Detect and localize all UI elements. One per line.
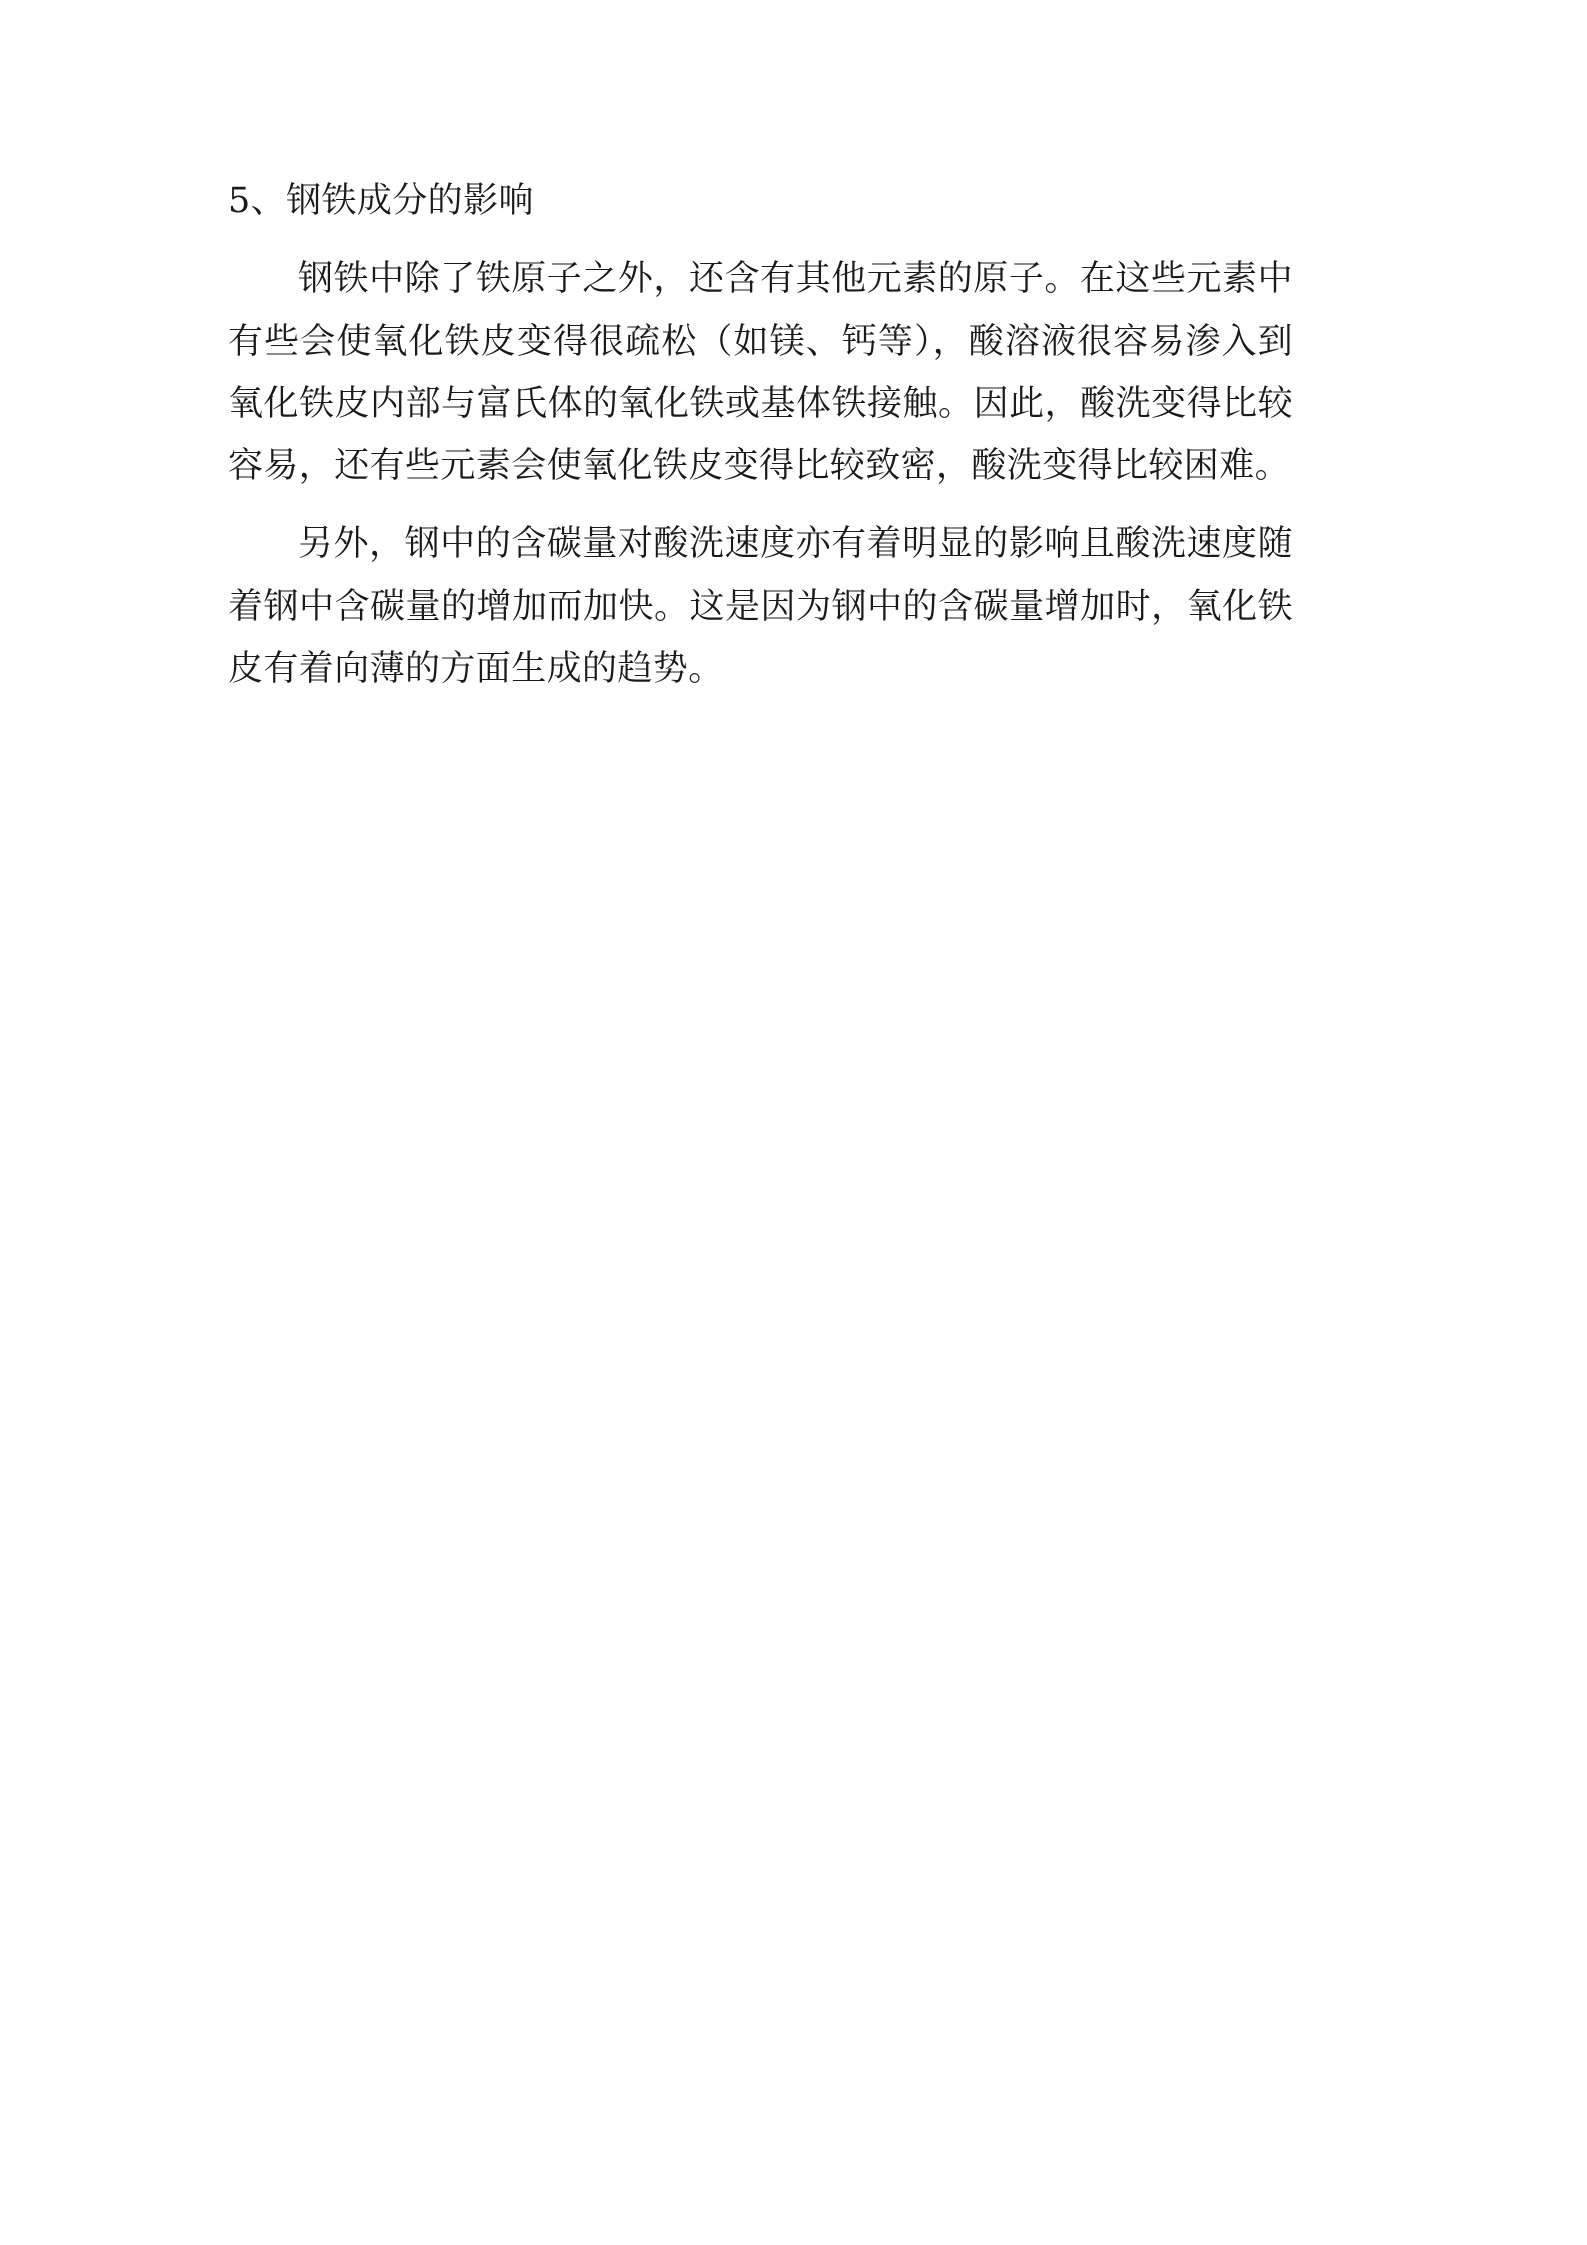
paragraph-2: 另外，钢中的含碳量对酸洗速度亦有着明显的影响且酸洗速度随着钢中含碳量的增加而加快。这是因为钢中的含碳量增加时，氧化铁皮有着向薄的方面生成的趋势。 xyxy=(228,524,1293,690)
section-heading: 5、钢铁成分的影响 xyxy=(228,181,534,221)
paragraph-1: 钢铁中除了铁原子之外，还含有其他元素的原子。在这些元素中有些会使氧化铁皮变得很疏松（如镁、钙等），酸溶液很容易渗入到氧化铁皮内部与富氏体的氧化铁或基体铁接触。因此，酸洗变得比较容易，还有些元素会使氧化铁皮变得比较致密，酸洗变得比较困难。 xyxy=(228,259,1293,487)
document-body xyxy=(228,170,1293,700)
